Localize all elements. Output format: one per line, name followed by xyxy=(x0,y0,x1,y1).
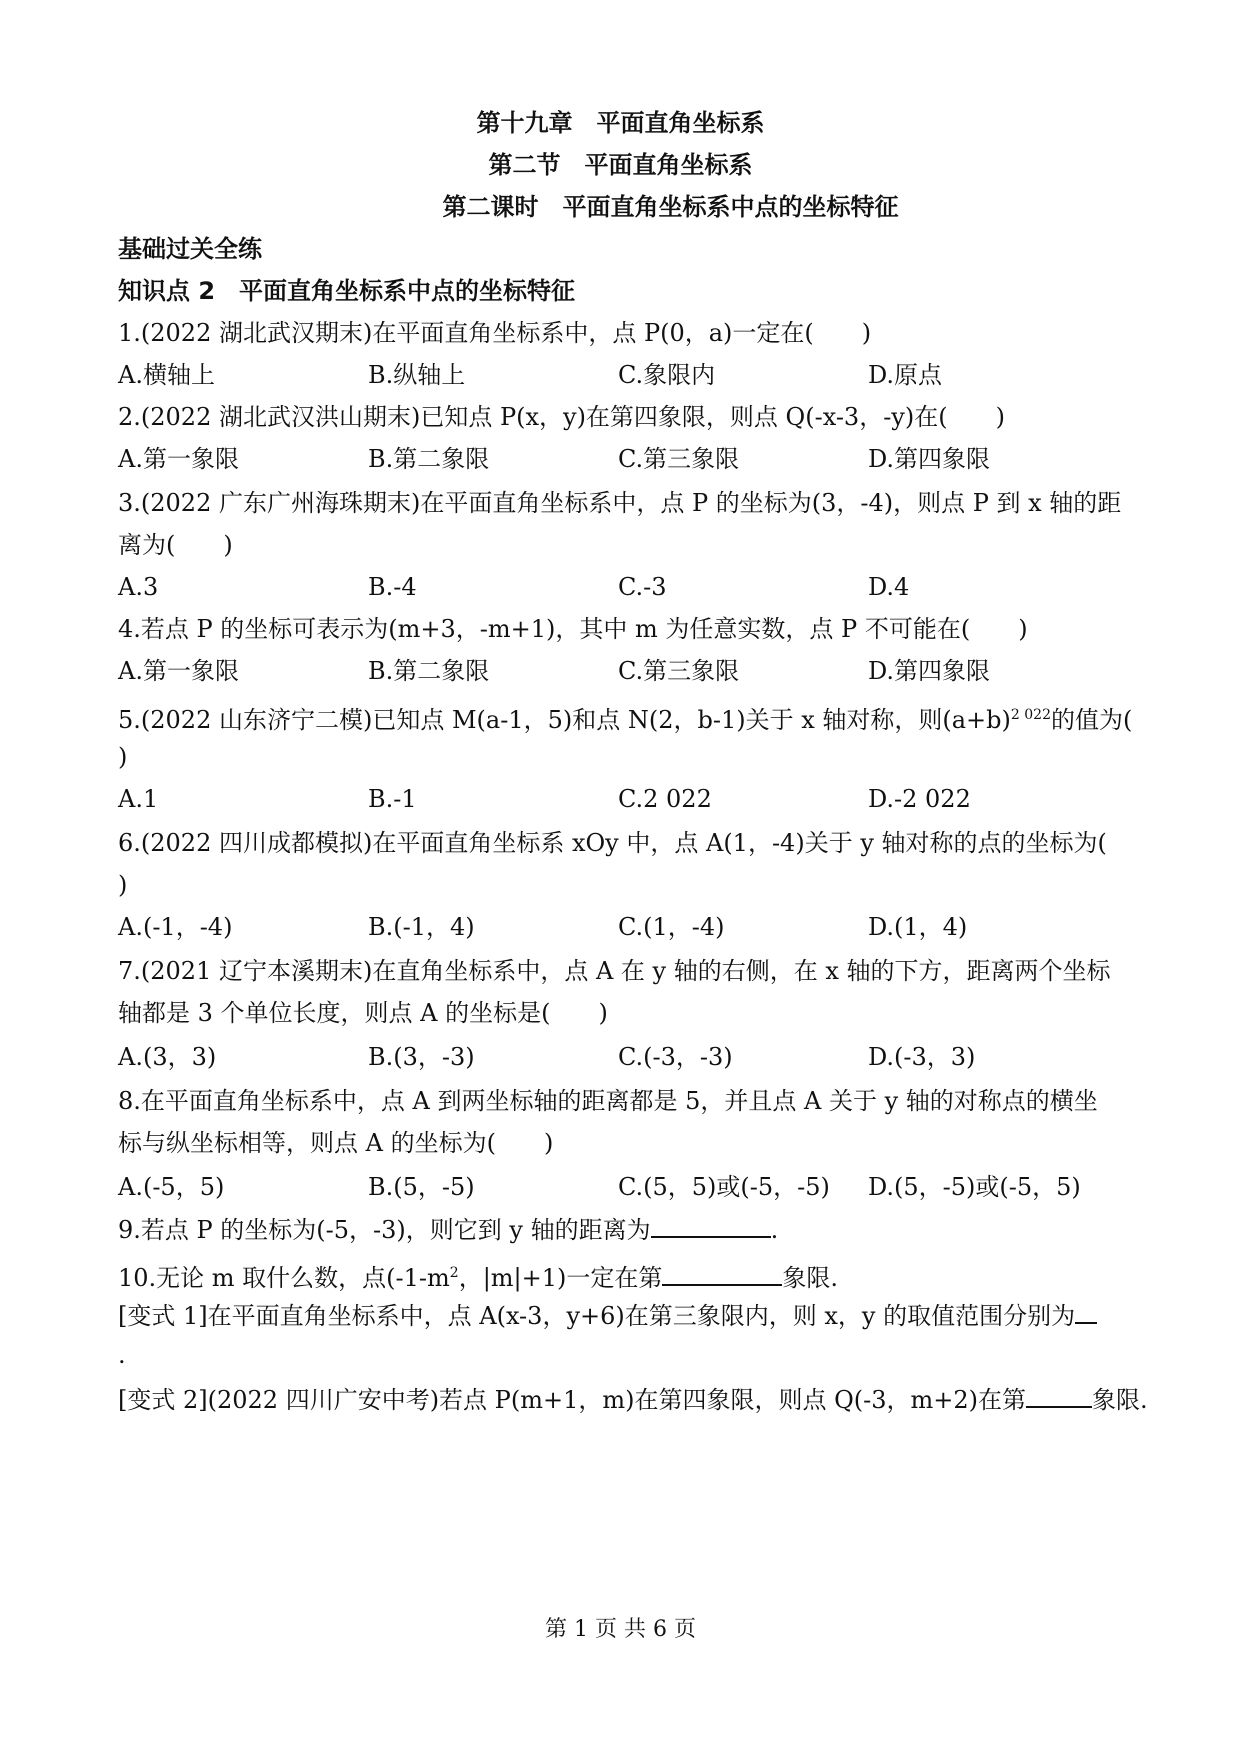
practice-title: 基础过关全练 xyxy=(118,235,262,263)
q4-option-c: C.第三象限 xyxy=(618,657,740,685)
q3-option-d: D.4 xyxy=(868,573,910,601)
q2-option-a: A.第一象限 xyxy=(118,445,239,473)
question-10: 10.无论 m 取什么数，点($-1-m^2$，|m|+1)一定在第 象限. xyxy=(118,1264,839,1292)
question-5-stem-cont: ) xyxy=(118,743,128,771)
q6-option-b: B.(-1，4) xyxy=(368,913,475,941)
chapter-title: 第十九章 平面直角坐标系 xyxy=(476,109,765,137)
question-6-stem-cont: ) xyxy=(118,871,128,899)
q4-option-a: A.第一象限 xyxy=(118,657,239,685)
q8-option-a: A.(-5，5) xyxy=(118,1173,225,1201)
q1-option-c: C.象限内 xyxy=(618,361,716,389)
q2-option-d: D.第四象限 xyxy=(868,445,991,473)
question-3-stem: 3.(2022 广东广州海珠期末)在平面直角坐标系中，点 P 的坐标为(3，-4)，则点 P 到 x 轴的距 xyxy=(118,489,1122,517)
q1-option-b: B.纵轴上 xyxy=(368,361,466,389)
q5-option-d: D.-2 022 xyxy=(868,785,971,813)
question-8-stem-cont: 标与纵坐标相等，则点 A 的坐标为( ) xyxy=(118,1129,554,1157)
question-5-stem: 5.(2022 山东济宁二模)已知点 M(a-1，5)和点 N(2，b-1)关于 x 轴对称，则$(a+b)^{2 022}$的值为( xyxy=(118,706,1133,734)
q10-answer-blank[interactable] xyxy=(662,1262,782,1286)
section-title: 第二节 平面直角坐标系 xyxy=(488,151,753,179)
q8-option-b: B.(5，-5) xyxy=(368,1173,475,1201)
variant-1: [变式 1]在平面直角坐标系中，点 A(x-3，y+6)在第三象限内，则 x，y 的取值范围分别为 xyxy=(118,1300,1097,1331)
question-8-stem: 8.在平面直角坐标系中，点 A 到两坐标轴的距离都是 5，并且点 A 关于 y 轴的对称点的横坐 xyxy=(118,1087,1098,1115)
q3-option-c: C.-3 xyxy=(618,573,667,601)
v2-answer-blank[interactable] xyxy=(1026,1384,1092,1408)
q8-option-c: C.(5，5)或(-5，-5) xyxy=(618,1173,830,1201)
question-2-stem: 2.(2022 湖北武汉洪山期末)已知点 P(x，y)在第四象限，则点 Q(-x-3，-y)在( ) xyxy=(118,403,1005,431)
q3-option-b: B.-4 xyxy=(368,573,417,601)
q7-option-c: C.(-3，-3) xyxy=(618,1043,733,1071)
q1-option-a: A.横轴上 xyxy=(118,361,215,389)
q5-option-c: C.2 022 xyxy=(618,785,712,813)
q4-option-b: B.第二象限 xyxy=(368,657,490,685)
q6-option-c: C.(1，-4) xyxy=(618,913,725,941)
question-4-stem: 4.若点 P 的坐标可表示为(m+3，-m+1)，其中 m 为任意实数，点 P 不可能在( ) xyxy=(118,615,1028,643)
question-7-stem: 7.(2021 辽宁本溪期末)在直角坐标系中，点 A 在 y 轴的右侧，在 x 轴的下方，距离两个坐标 xyxy=(118,957,1111,985)
page-number-footer: 第 1 页 共 6 页 xyxy=(545,1617,696,1642)
lesson-title: 第二课时 平面直角坐标系中点的坐标特征 xyxy=(442,193,899,221)
q5-exponent: 2 022 xyxy=(1010,707,1051,723)
question-1-stem: 1.(2022 湖北武汉期末)在平面直角坐标系中，点 P(0，a)一定在( ) xyxy=(118,319,872,347)
q7-option-b: B.(3，-3) xyxy=(368,1043,475,1071)
q6-option-d: D.(1，4) xyxy=(868,913,968,941)
question-9: 9.若点 P 的坐标为(-5，-3)，则它到 y 轴的距离为 . xyxy=(118,1216,779,1244)
q3-option-a: A.3 xyxy=(118,573,159,601)
question-6-stem: 6.(2022 四川成都模拟)在平面直角坐标系 xOy 中，点 A(1，-4)关于 y 轴对称的点的坐标为( xyxy=(118,829,1107,857)
q5-option-a: A.1 xyxy=(118,785,159,813)
question-7-stem-cont: 轴都是 3 个单位长度，则点 A 的坐标是( ) xyxy=(118,999,608,1027)
q8-option-d: D.(5，-5)或(-5，5) xyxy=(868,1173,1081,1201)
question-3-stem-cont: 离为( ) xyxy=(118,531,233,559)
q6-option-a: A.(-1，-4) xyxy=(118,913,233,941)
q7-option-d: D.(-3，3) xyxy=(868,1043,976,1071)
q5-option-b: B.-1 xyxy=(368,785,417,813)
variant-1-cont: . xyxy=(118,1341,126,1369)
variant-2: [变式 2](2022 四川广安中考)若点 P(m+1，m)在第四象限，则点 Q(-3，m+2)在第 象限. xyxy=(118,1386,1148,1414)
v1-answer-blank[interactable] xyxy=(1075,1300,1097,1324)
q9-answer-blank[interactable] xyxy=(651,1214,771,1238)
q2-option-b: B.第二象限 xyxy=(368,445,490,473)
q1-option-d: D.原点 xyxy=(868,361,943,389)
knowledge-point-heading: 知识点 2 平面直角坐标系中点的坐标特征 xyxy=(118,277,576,305)
q2-option-c: C.第三象限 xyxy=(618,445,740,473)
q4-option-d: D.第四象限 xyxy=(868,657,991,685)
q7-option-a: A.(3，3) xyxy=(118,1043,217,1071)
